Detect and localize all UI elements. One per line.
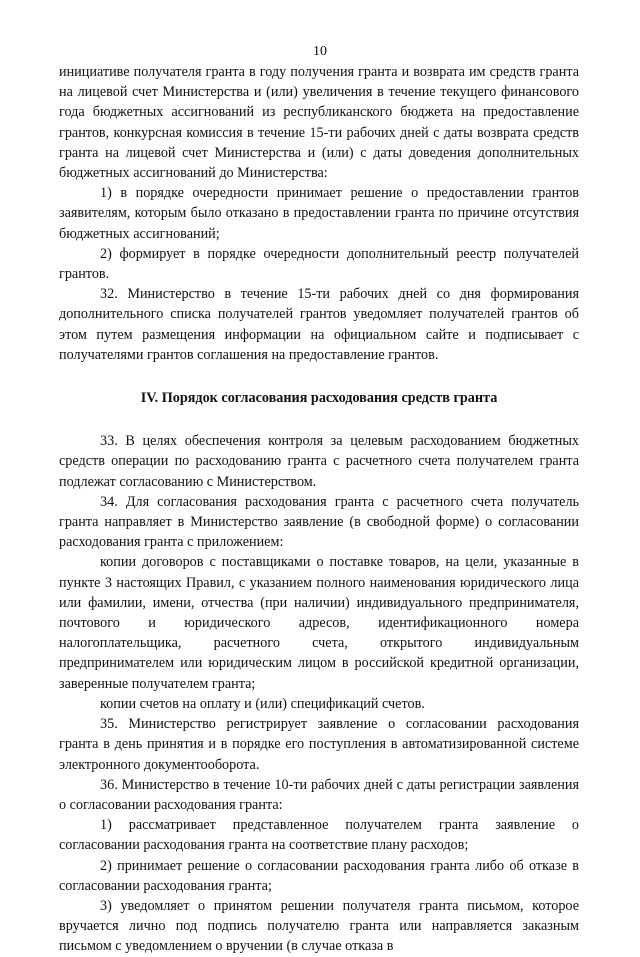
list-item-36-2: 2) принимает решение о согласовании расходования гранта либо об отказе в согласовании расходования гранта; xyxy=(59,857,579,894)
paragraph-36: 36. Министерство в течение 10-ти рабочих дней с даты регистрации заявления о согласовании расходования гранта: xyxy=(59,776,579,813)
paragraph-32: 32. Министерство в течение 15-ти рабочих дней со дня формирования дополнительного списка получателей грантов уведомляет получателей грантов об этом путем размещения информации на официальном сайте и подписывает с получателями грантов соглашения на предоставление грантов. xyxy=(59,286,579,363)
list-item-1: 1) в порядке очередности принимает решение о предоставлении грантов заявителям, которым было отказано в предоставлении гранта по причине отсутствия бюджетных ассигнований; xyxy=(59,185,579,242)
list-item-2: 2) формирует в порядке очередности дополнительный реестр получателей грантов. xyxy=(59,245,579,283)
list-item-36-3: 3) уведомляет о принятом решении получателя гранта письмом, которое вручается лично под подпись получателю гранта или направляется заказным письмом с уведомлением о вручении (в случае отказа в xyxy=(59,897,579,955)
paragraph-35: 35. Министерство регистрирует заявление о согласовании расходования гранта в день принятия и в порядке его поступления в автоматизированной системе электронного документооборота. xyxy=(59,716,579,773)
attachment-invoices: копии счетов на оплату и (или) спецификаций счетов. xyxy=(100,695,425,712)
list-item-36-1: 1) рассматривает представленное получателем гранта заявление о согласовании расходования гранта на соответствие плану расходов; xyxy=(59,817,579,854)
paragraph-34: 34. Для согласования расходования гранта с расчетного счета получатель гранта направляет в Министерство заявление (в свободной форме) о согласовании расходования гранта с приложением: xyxy=(59,493,579,551)
attachment-contracts: копии договоров с поставщиками о поставке товаров, на цели, указанные в пункте 3 настоящих Правил, с указанием полного наименования юридического лица или фамилии, имени, отчества (при наличии) индивидуального предпринимателя, почтового и юридического адресов, идентификационного номера налогоплательщика, расчетного счета, открытого индивидуальным предпринимателем или юридическим лицом в российской кредитной организации, заверенные получателем гранта; xyxy=(59,554,579,692)
paragraph-33: 33. В целях обеспечения контроля за целевым расходованием бюджетных средств операции по расходованию гранта с расчетного счета получателем гранта подлежат согласованию с Министерством. xyxy=(59,433,579,490)
section-heading: IV. Порядок согласования расходования средств гранта xyxy=(140,390,498,407)
page-number: 10 xyxy=(313,44,327,59)
document-body xyxy=(59,62,579,957)
paragraph-continuation: инициативе получателя гранта в году получения гранта и возврата им средств гранта на лицевой счет Министерства и (или) увеличения в течение текущего финансового года бюджетных ассигнований из республиканского бюджета на предоставление грантов, конкурсная комиссия в течение 15-ти рабочих дней с даты возврата средств гранта на лицевой счет Министерства и (или) с даты доведения дополнительных бюджетных ассигнований до Министерства: xyxy=(59,64,579,182)
